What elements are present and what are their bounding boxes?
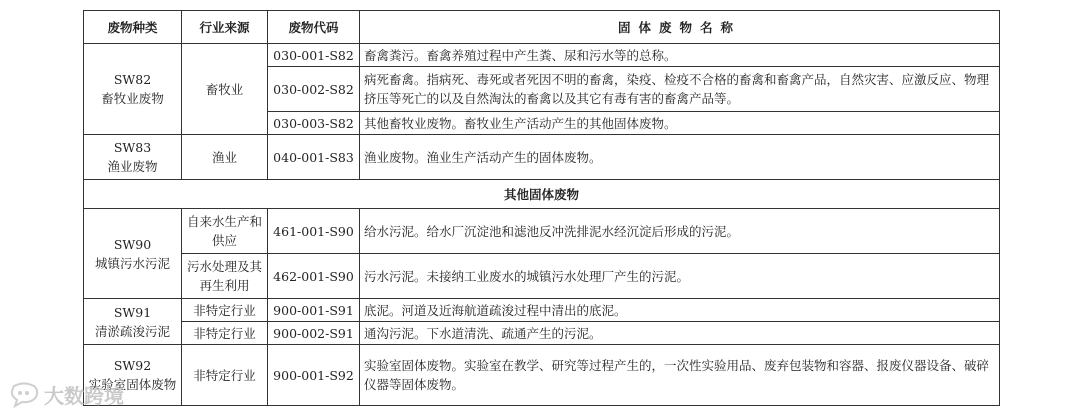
- industry-source: 非特定行业: [182, 345, 268, 406]
- section-title: 其他固体废物: [84, 180, 1000, 209]
- waste-description: 实验室固体废物。实验室在教学、研究等过程产生的，一次性实验用品、废弃包装物和容器、报废仪器设备、破碎仪器等固体废物。: [360, 345, 1000, 406]
- waste-description: 渔业废物。渔业生产活动产生的固体废物。: [360, 135, 1000, 180]
- waste-description: 给水污泥。给水厂沉淀池和滤池反冲洗排泥水经沉淀后形成的污泥。: [360, 209, 1000, 254]
- waste-type-name: 实验室固体废物: [88, 377, 177, 392]
- waste-code: 900-001-S92: [268, 345, 360, 406]
- header-waste-name: 固体废物名称: [360, 11, 1000, 44]
- waste-type-name: 城镇污水污泥: [94, 255, 170, 271]
- waste-code: 030-001-S82: [268, 44, 360, 67]
- header-waste-code: 废物代码: [268, 11, 360, 44]
- waste-type-code: SW91: [113, 304, 152, 320]
- waste-type-code: SW82: [113, 72, 152, 87]
- table-row: [84, 322, 1000, 345]
- waste-description: 病死畜禽。指病死、毒死或者死因不明的畜禽，染疫、检疫不合格的畜禽和畜禽产品，自然灾害、应激反应、物理挤压等死亡的以及自然淘汰的畜禽以及其它有毒有害的畜禽产品等。: [360, 67, 1000, 112]
- waste-type-code: SW92: [113, 358, 152, 373]
- waste-code: 900-002-S91: [268, 322, 360, 345]
- table-row: [84, 345, 1000, 406]
- header-industry-source: 行业来源: [182, 11, 268, 44]
- waste-description: 畜禽粪污。畜禽养殖过程中产生粪、尿和污水等的总称。: [360, 44, 1000, 67]
- waste-code: 900-001-S91: [268, 299, 360, 322]
- industry-source: 非特定行业: [182, 322, 268, 345]
- waste-code: 030-002-S82: [268, 67, 360, 112]
- waste-type-name: 渔业废物: [107, 159, 158, 174]
- watermark: [8, 380, 124, 409]
- waste-code: 461-001-S90: [268, 209, 360, 254]
- table-row: [84, 209, 1000, 254]
- table-row: [84, 44, 1000, 67]
- section-row: [84, 180, 1000, 209]
- waste-code: 040-001-S83: [268, 135, 360, 180]
- waste-description: 污水污泥。未接纳工业废水的城镇污水处理厂产生的污泥。: [360, 254, 1000, 299]
- waste-type-sw82: [84, 44, 182, 135]
- industry-source: 污水处理及其再生利用: [182, 254, 268, 299]
- waste-type-name: 清淤疏浚污泥: [94, 323, 170, 339]
- table-row: [84, 254, 1000, 299]
- header-waste-type: 废物种类: [84, 11, 182, 44]
- waste-type-sw83: [84, 135, 182, 180]
- waste-description: 底泥。河道及近海航道疏浚过程中清出的底泥。: [360, 299, 1000, 322]
- waste-classification-table: [83, 10, 1000, 406]
- watermark-text: 大数跨境: [44, 384, 124, 408]
- waste-type-code: SW90: [113, 236, 152, 252]
- waste-description: 通沟污泥。下水道清洗、疏通产生的污泥。: [360, 322, 1000, 345]
- industry-source: 非特定行业: [182, 299, 268, 322]
- industry-source: 自来水生产和供应: [182, 209, 268, 254]
- industry-source: 畜牧业: [182, 44, 268, 135]
- chat-bubble-logo-icon: [8, 382, 40, 408]
- waste-code: 030-003-S82: [268, 112, 360, 135]
- waste-description: 其他畜牧业废物。畜牧业生产活动产生的其他固体废物。: [360, 112, 1000, 135]
- waste-type-sw91: [84, 299, 182, 345]
- table-header-row: [84, 11, 1000, 44]
- waste-type-code: SW83: [113, 140, 152, 155]
- waste-type-name: 畜牧业废物: [101, 91, 164, 106]
- table-row: [84, 299, 1000, 322]
- table-row: [84, 135, 1000, 180]
- waste-type-sw90: [84, 209, 182, 299]
- industry-source: 渔业: [182, 135, 268, 180]
- waste-code: 462-001-S90: [268, 254, 360, 299]
